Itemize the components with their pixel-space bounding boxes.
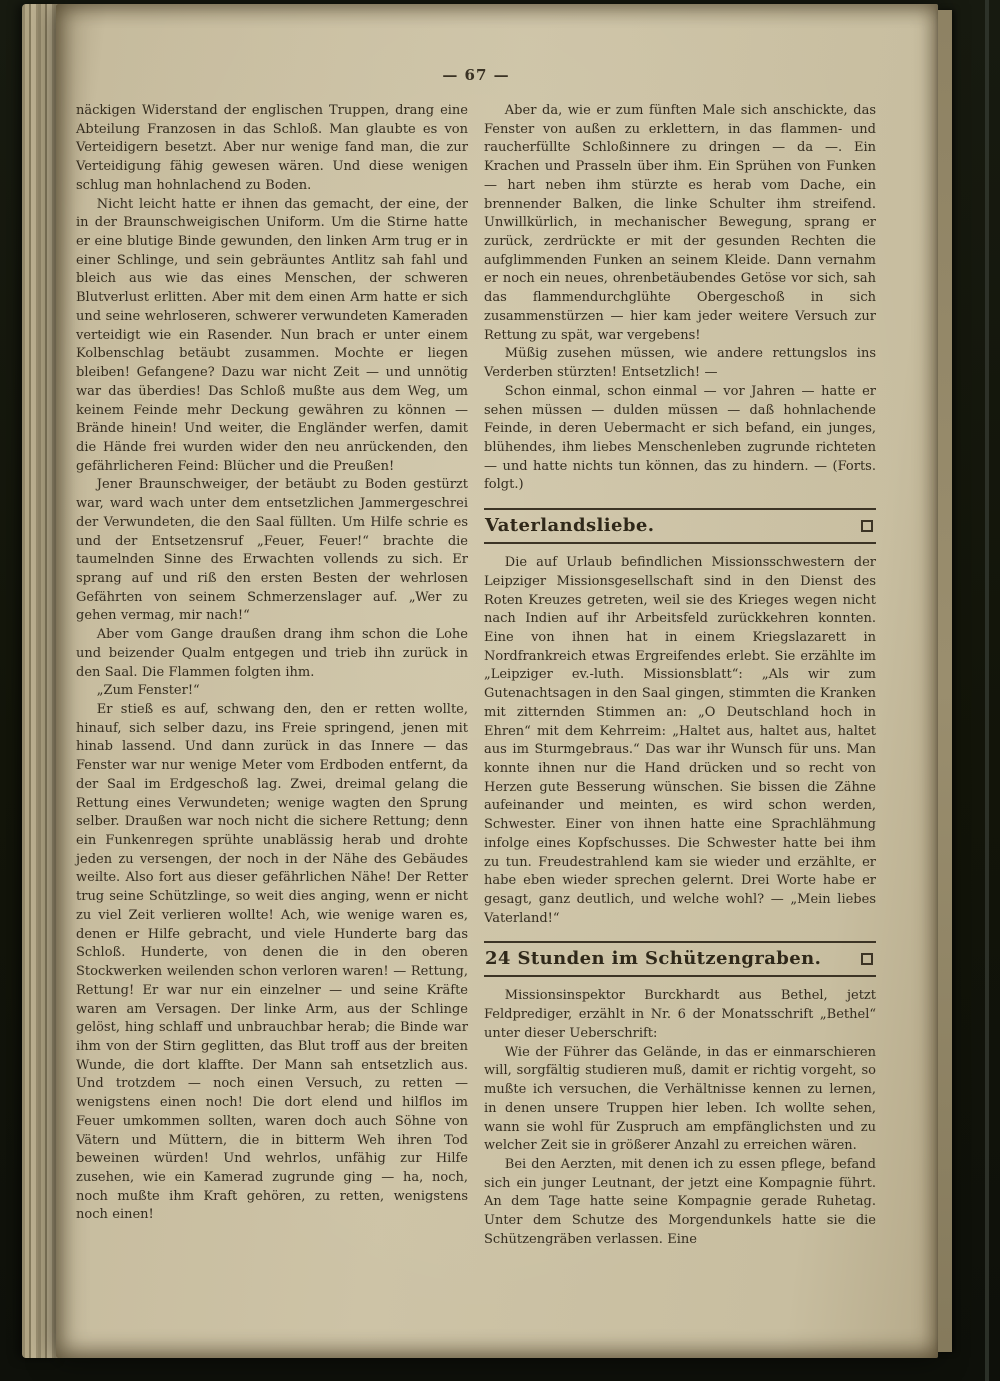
paragraph: Nicht leicht hatte er ihnen das gemacht, der eine, der in der Braunschweigischen Uniform. Um die Stirne hatte er eine blutige Binde gewunden, den linken Arm trug er in einer Schlinge, und sein gebräuntes Antlitz sah fahl und bleich aus wie das eines Menschen, der schweren Blutverlust erlitten. Aber mit dem einen Arm hatte er sich und seine wehrloseren, schwerer verwundeten Kameraden verteidigt wie ein Rasender. Nun brach er unter einem Kolbenschlag betäubt zusammen. Mochte er liegen bleiben! Gefangene? Dazu war nicht Zeit — und unnötig war das überdies! Das Schloß mußte aus dem Weg, um keinem Feinde mehr Deckung gewähren zu können — Brände hinein! Und weiter, die Engländer werfen, damit die Hände frei wurden wider den neu anrückenden, den gefährlicheren Feind: Blücher und die Preußen! — [76, 196, 468, 474]
paragraph: Müßig zusehen müssen, wie andere rettungslos ins Verderben stürzten! Entsetzlich! — — [484, 346, 876, 381]
section-title: 24 Stunden im Schützengraben. — [485, 948, 822, 970]
paragraph: Aber vom Gange draußen drang ihm schon die Lohe und beizender Qualm entgegen und trieb ihn zurück in den Saal. Die Flammen folgten ihm. — [76, 627, 468, 680]
paragraph: Bei den Aerzten, mit denen ich zu essen pflege, befand sich ein junger Leutnant, der jetzt eine Kompagnie führt. An dem Tage hatte seine Kompagnie gerade Ruhetag. Unter dem Schutze des Morgendunkels hatte sie die Schützengräben verlassen. Eine — [484, 1156, 876, 1247]
book-cover-edge — [985, 0, 989, 1381]
paragraph: „Zum Fenster!“ — [96, 683, 200, 699]
paragraph: Er stieß es auf, schwang den, den er retten wollte, hinauf, sich selber dazu, ins Freie springend, jenen mit hinab lassend. Und dann zurück in das Innere — das Fenster war nur wenige Meter vom Erdboden entfernt, da der Saal im Erdgeschoß lag. Zwei, dreimal gelang die Rettung eines Verwundeten; wenige wagten den Sprung selber. Draußen war noch nicht die sichere Rettung; denn ein Funkenregen sprühte unablässig herab und drohte jeden zu versengen, der noch in der Nähe des Gebäudes weilte. Also fort aus dieser gefährlichen Nähe! Der Retter trug seine Schützlinge, so weit dies anging, wenn er nicht zu viel Zeit verlieren wollte! Ach, wie wenige waren es, denen er Hilfe gebracht, und viele Hunderte barg das Schloß. Hunderte, von denen die in den oberen Stockwerken weilenden schon verloren waren! — Rettung, Rettung! Er war nur ein einzelner — und seine Kräfte waren am Versagen. Der linke Arm, aus der Schlinge gelöst, hing schlaff und unbrauchbar herab; die Binde war ihm von der Stirn geglitten, das Blut troff aus der breiten Wunde, die dort klaffte. Der Mann sah entsetzlich aus. Und trotzdem — noch einen Versuch, zu retten — wenigstens einen noch! Die dort elend und hilflos im Feuer umkommen sollten, waren doch auch Söhne von Vätern und Müttern, die in bitterm Weh ihren Tod beweinen würden! Und wehrlos, unfähig zur Hilfe zusehen, wie ein Kamerad zugrunde ging — ha, noch, noch mußte ihm Kraft gehören, zu retten, wenigstens noch einen! — [76, 702, 468, 1223]
section-title: Vaterlandsliebe. — [485, 515, 655, 537]
paragraph: Wie der Führer das Gelände, in das er einmarschieren will, sorgfältig studieren muß, damit er richtig vorgeht, so mußte ich versuchen, die Verhältnisse kennen zu lernen, in denen unsere Truppen hier leben. Ich wollte sehen, wann sie wohl für Zuspruch am empfänglichsten und zu welcher Zeit sie in größerer Anzahl zu erreichen wären. — [484, 1044, 876, 1154]
paragraph: Schon einmal, schon einmal — vor Jahren — hatte er sehen müssen — dulden müssen — daß hohnlachende Feinde, in deren Uebermacht er sich befand, ein junges, blühendes, ihm liebes Menschenleben zugrunde richteten — und hatte nichts tun können, das zu hindern. — (Forts. folgt.) — [484, 383, 876, 493]
paragraph: Jener Braunschweiger, der betäubt zu Boden gestürzt war, ward wach unter dem entsetzlichen Jammergeschrei der Verwundeten, die den Saal füllten. Um Hilfe schrie es und der Entsetzensruf „Feuer, Feuer!“ brachte die taumelnden Sinne des Erwachten vollends zu sich. Er sprang auf und riß den ersten Besten der wehrlosen Gefährten von seinem Schmerzenslager auf. „Wer zu gehen vermag, mir nach!“ — [76, 477, 468, 624]
book-page — [56, 4, 938, 1358]
section-heading-24-stunden — [484, 941, 876, 977]
paragraph: Missionsinspektor Burckhardt aus Bethel, jetzt Feldprediger, erzählt in Nr. 6 der Monatsschrift „Bethel“ unter dieser Ueberschrift: — [484, 988, 876, 1041]
under-page-edge — [938, 10, 952, 1352]
paragraph: Die auf Urlaub befindlichen Missionsschwestern der Leipziger Missionsgesellschaft sind in den Dienst des Roten Kreuzes getreten, weil sie des Krieges wegen nicht nach Indien auf ihr Arbeitsfeld zurückkehren konnten. Eine von ihnen hat in einem Kriegslazarett in Nordfrankreich etwas Ergreifendes erlebt. Sie erzählte im „Leipziger ev.-luth. Missionsblatt“: „Als wir zum Gutenachtsagen in den Saal gingen, stimmten die Kranken mit zitternden Stimmen an: „O Deutschland hoch in Ehren“ mit dem Kehrreim: „Haltet aus, haltet aus, haltet aus im Sturmgebraus.“ Das war ihr Wunsch für uns. Man konnte ihnen nur die Hand drücken und so recht von Herzen gute Besserung wünschen. Sie bissen die Zähne aufeinander und meinten, es wird schon werden, Schwester. Einer von ihnen hatte eine Sprachlähmung infolge eines Kopfschusses. Die Schwester hatte bei ihm zu tun. Freudestrahlend kam sie wieder und erzählte, er habe eben wieder sprechen gelernt. Drei Worte habe er gesagt, ganz deutlich, und welche wohl? — „Mein liebes Vaterland!“ — [484, 555, 876, 926]
section-heading-vaterlandsliebe — [484, 508, 876, 544]
square-ornament-icon — [861, 520, 873, 532]
left-column — [76, 102, 468, 1250]
page-stack-edge — [22, 4, 58, 1358]
paragraph: näckigen Widerstand der englischen Truppen, drang eine Abteilung Franzosen in das Schloß. Man glaubte es von Verteidigern besetzt. Aber nur wenige fand man, die zur Verteidigung fähig gewesen wären. Und diese wenigen schlug man hohnlachend zu Boden. — [76, 103, 468, 193]
paragraph: Aber da, wie er zum fünften Male sich anschickte, das Fenster von außen zu erklettern, in das flammen- und raucherfüllte Schloßinnere zu dringen — da —. Ein Krachen und Prasseln über ihm. Ein Sprühen von Funken — hart neben ihm stürzte es herab vom Dache, ein brennender Balken, die linke Schulter ihm streifend. Unwillkürlich, in mechanischer Bewegung, sprang er zurück, zerdrückte er mit der gesunden Rechten die aufglimmenden Funken an seinem Kleide. Dann vernahm er noch ein neues, ohrenbetäubendes Getöse vor sich, sah das flammendurchglühte Obergeschoß in sich zusammenstürzen — hier kam jeder weitere Versuch zur Rettung zu spät, war vergebens! — [484, 103, 876, 343]
text-area — [76, 102, 876, 1250]
page-number: — 67 — — [442, 66, 510, 84]
right-column — [484, 102, 876, 1250]
square-ornament-icon — [861, 953, 873, 965]
